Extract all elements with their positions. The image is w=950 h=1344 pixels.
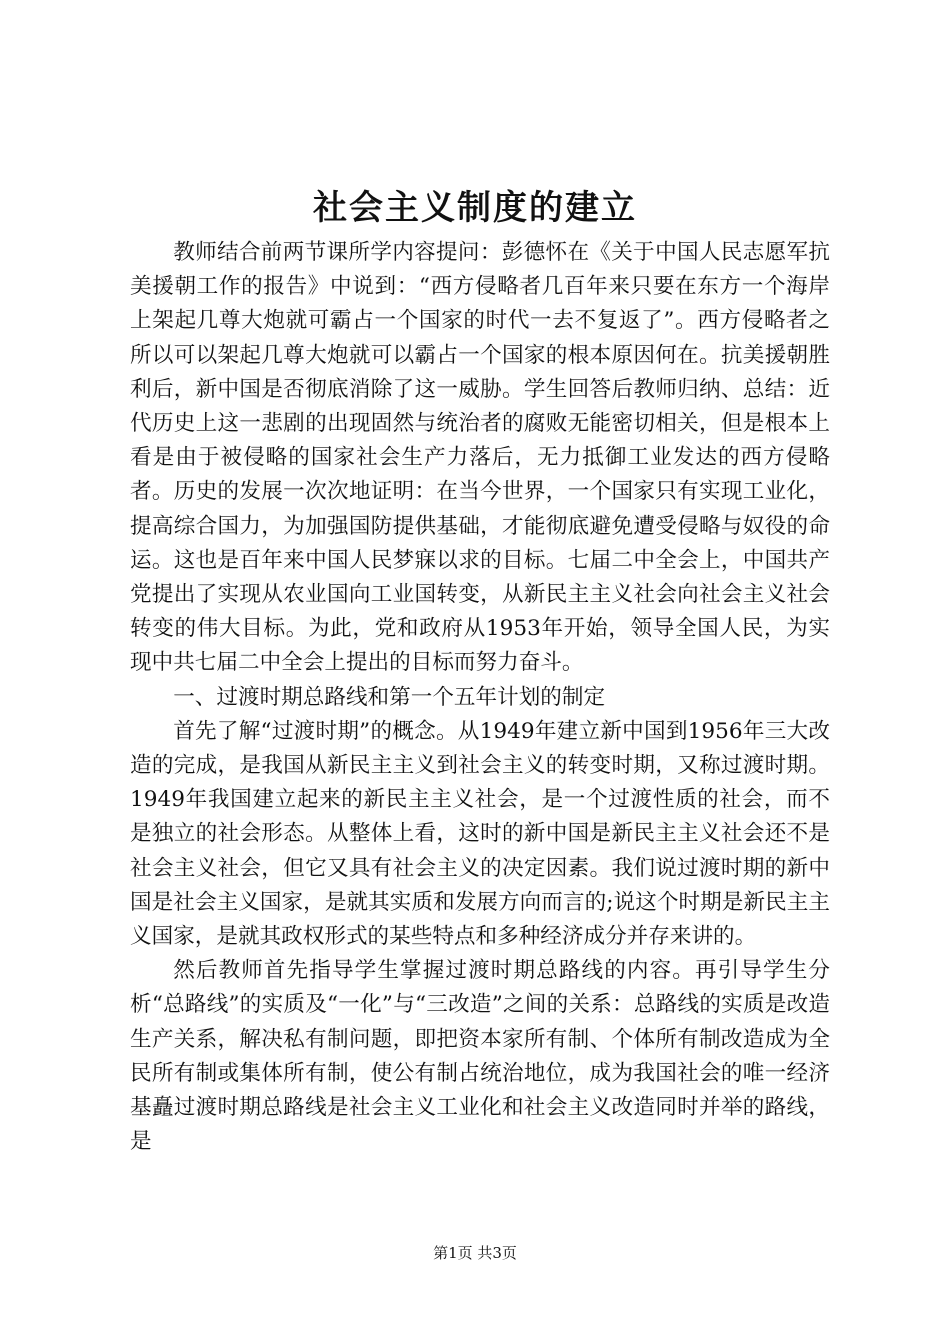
section-heading: 一、过渡时期总路线和第一个五年计划的制定 — [173, 684, 606, 710]
paragraph-transition-period: 首先了解“过渡时期”的概念。从1949年建立新中国到1956年三大改造的完成，是我国从新民主主义到社会主义的转变时期，又称过渡时期。1949年我国建立起来的新民主主义社会，是一个过渡性质的社会，而不是独立的社会形态。从整体上看，这时的新中国是新民主主义社会还不是社会主义社会，但它又具有社会主义的决定因素。我们说过渡时期的新中国是社会主义国家，是就其实质和发展方向而言的;说这个时期是新民主主义国家，是就其政权形式的某些特点和多种经济成分并存来讲的。 — [130, 718, 830, 950]
document-title: 社会主义制度的建立 — [313, 188, 637, 228]
page-footer: 第1页 共3页 — [433, 1244, 517, 1262]
paragraph-intro: 教师结合前两节课所学内容提问：彭德怀在《关于中国人民志愿军抗美援朝工作的报告》中说到：“西方侵略者几百年来只要在东方一个海岸上架起几尊大炮就可霸占一个国家的时代一去不复返了”。西方侵略者之所以可以架起几尊大炮就可以霸占一个国家的根本原因何在。抗美援朝胜利后，新中国是否彻底消除了这一威胁。学生回答后教师归纳、总结：近代历史上这一悲剧的出现固然与统治者的腐败无能密切相关，但是根本上看是由于被侵略的国家社会生产力落后，无力抵御工业发达的西方侵略者。历史的发展一次次地证明：在当今世界，一个国家只有实现工业化，提高综合国力，为加强国防提供基础，才能彻底避免遭受侵略与奴役的命运。这也是百年来中国人民梦寐以求的目标。七届二中全会上，中国共产党提出了实现从农业国向工业国转变，从新民主主义社会向社会主义社会转变的伟大目标。为此，党和政府从1953年开始，领导全国人民，为实现中共七届二中全会上提出的目标而努力奋斗。 — [130, 240, 830, 676]
paragraph-general-line: 然后教师首先指导学生掌握过渡时期总路线的内容。再引导学生分析“总路线”的实质及“一化”与“三改造”之间的关系：总路线的实质是改造生产关系，解决私有制问题，即把资本家所有制、个体所有制改造成为全民所有制或集体所有制，使公有制占统治地位，成为我国社会的唯一经济基矗过渡时期总路线是社会主义工业化和社会主义改造同时并举的路线，是 — [130, 958, 830, 1155]
document-body — [130, 236, 830, 1159]
